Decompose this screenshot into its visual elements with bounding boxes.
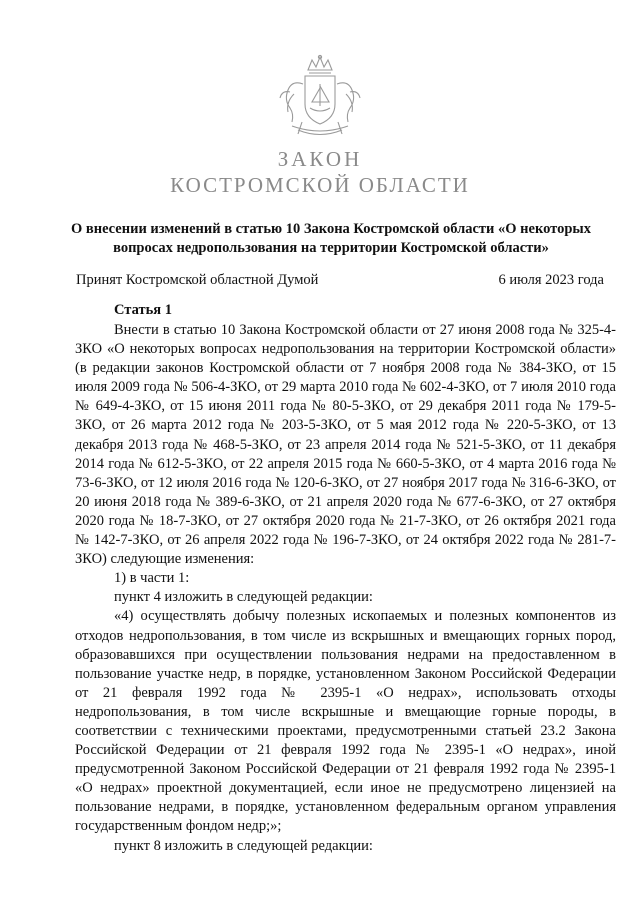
region-heading: КОСТРОМСКОЙ ОБЛАСТИ: [170, 173, 470, 197]
document-type-heading: ЗАКОН: [277, 147, 363, 171]
paragraph: «4) осуществлять добычу полезных ископаемых и полезных компонентов из отходов недропользования, в том числе из вскрышных и вмещающих горных пород, образовавшихся при осуществлении пользования недрами на предоставленном в пользование участке недр, в порядке, установленном Законом Российской Федерации от 21 февраля 1992 года № 2395-1 «О недрах», использовать отходы недропользования, в том числе вскрышные и вмещающие горные породы, в соответствии с техническими проектами, предусмотренными статьей 23.2 Закона Российской Федерации от 21 февраля 1992 года № 2395-1 «О недрах», иной предусмотренной Законом Российской Федерации от 21 февраля 1992 года № 2395-1 «О недрах» проектной документацией, если иное не предусмотрено лицензией на пользование недрами, в порядке, установленном федеральным органом управления государственным фондом недр;»;: [75, 608, 616, 835]
article-body: [75, 321, 616, 856]
paragraph: 1) в части 1:: [114, 570, 190, 587]
paragraph: пункт 4 изложить в следующей редакции:: [114, 589, 373, 606]
paragraph: Внести в статью 10 Закона Костромской области от 27 июня 2008 года № 325-4-ЗКО «О некоторых вопросах недропользования на территории Костромской области» (в редакции законов Костромской области от 7 ноября 2008 года № 384-ЗКО, от 15 июля 2009 года № 506-4-ЗКО, от 29 марта 2010 года № 602-4-ЗКО, от 7 июля 2010 года № 649-4-ЗКО, от 15 июня 2011 года № 80-5-ЗКО, от 29 декабря 2011 года № 179-5-ЗКО, от 26 марта 2012 года № 203-5-ЗКО, от 5 мая 2012 года № 220-5-ЗКО, от 13 декабря 2013 года № 468-5-ЗКО, от 23 апреля 2014 года № 521-5-ЗКО, от 11 декабря 2014 года № 612-5-ЗКО, от 22 апреля 2015 года № 660-5-ЗКО, от 4 марта 2016 года № 73-6-ЗКО, от 12 июля 2016 года № 120-6-ЗКО, от 27 ноября 2017 года № 316-6-ЗКО, от 20 июня 2018 года № 389-6-ЗКО, от 21 апреля 2020 года № 677-6-ЗКО, от 27 октября 2020 года № 18-7-ЗКО, от 27 октября 2020 года № 21-7-ЗКО, от 26 октября 2021 года № 142-7-ЗКО, от 26 апреля 2022 года № 196-7-ЗКО, от 24 октября 2022 года № 281-7-ЗКО) следующие изменения:: [75, 322, 616, 568]
adopted-date: 6 июля 2023 года: [498, 272, 604, 288]
paragraph: пункт 8 изложить в следующей редакции:: [114, 837, 373, 854]
adopted-by: Принят Костромской областной Думой: [76, 272, 319, 288]
document-title: О внесении изменений в статью 10 Закона Костромской области «О некоторых вопросах недропользования на территории Костромской области»: [70, 221, 591, 256]
coat-of-arms-icon: [272, 54, 368, 140]
article-heading: Статья 1: [114, 302, 172, 318]
